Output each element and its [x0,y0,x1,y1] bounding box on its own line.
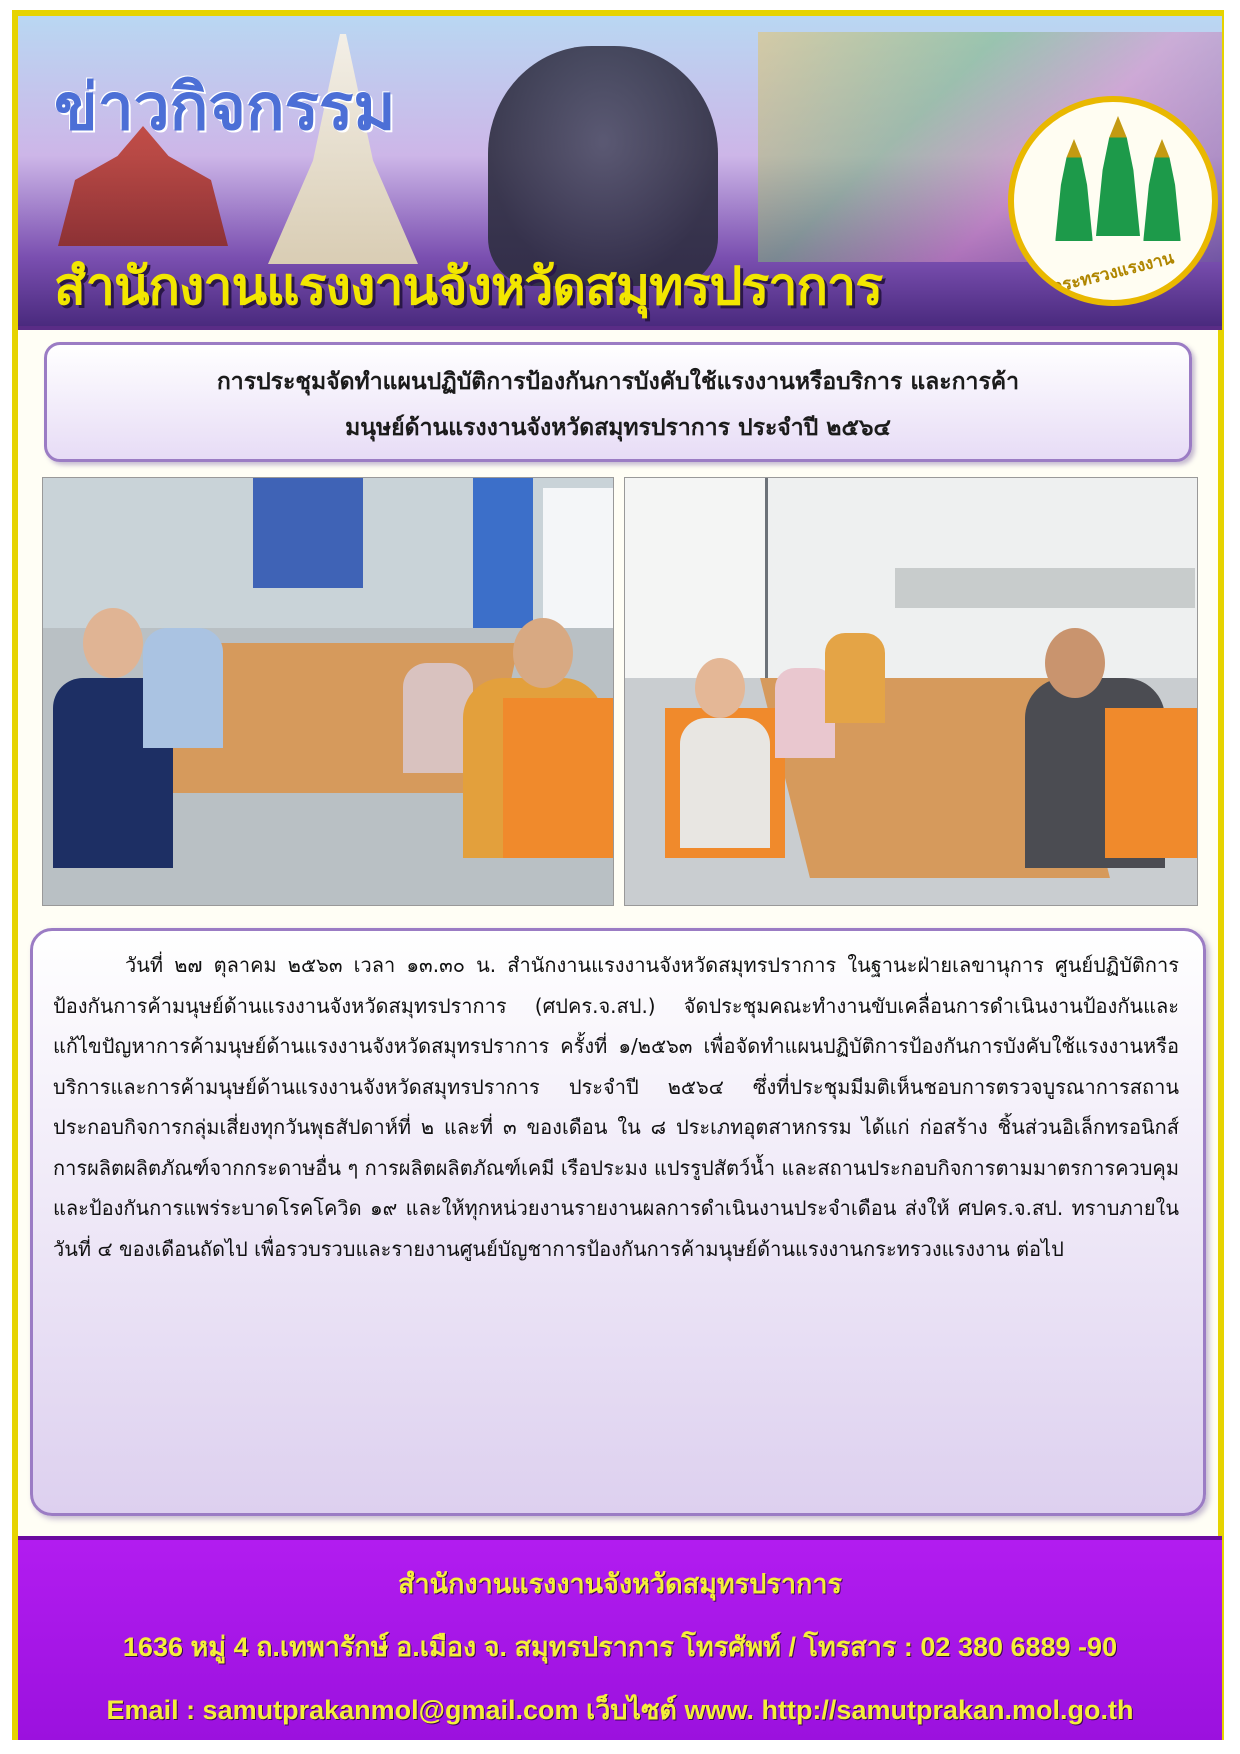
footer-email-website: Email : samutprakanmol@gmail.com เว็บไซต์ www. http://samutprakan.mol.go.th [106,1695,1134,1725]
article-paragraph: วันที่ ๒๗ ตุลาคม ๒๕๖๓ เวลา ๑๓.๓๐ น. สำนักงานแรงงานจังหวัดสมุทรปราการ ในฐานะฝ่ายเลขานุการ ศูนย์ปฏิบัติการป้องกันการค้ามนุษย์ด้านแรงงานจังหวัดสมุทรปราการ (ศปคร.จ.สป.) จัดประชุมคณะทำงานขับเคลื่อนการดำเนินงานป้องกันและแก้ไขปัญหาการค้ามนุษย์ด้านแรงงานจังหวัดสมุทรปราการ ครั้งที่ ๑/๒๕๖๓ เพื่อจัดทำแผนปฏิบัติการป้องกันการบังคับใช้แรงงานหรือบริการและการค้ามนุษย์ด้านแรงงานจังหวัดสมุทรปราการ ประจำปี ๒๕๖๔ ซึ่งที่ประชุมมีมติเห็นชอบการตรวจบูรณาการสถานประกอบกิจการกลุ่มเสี่ยงทุกวันพุธสัปดาห์ที่ ๒ และที่ ๓ ของเดือน ใน ๘ ประเภทอุตสาหกรรม ได้แก่ ก่อสร้าง ชิ้นส่วนอิเล็กทรอนิกส์ การผลิตผลิตภัณฑ์จากกระดาษอื่น ๆ การผลิตผลิตภัณฑ์เคมี เรือประมง แปรรูปสัตว์น้ำ และสถานประกอบกิจการตามมาตรการควบคุมและป้องกันการแพร่ระบาดโรคโควิด ๑๙ และให้ทุกหน่วยงานรายงานผลการดำเนินงานประจำเดือน ส่งให้ ศปคร.จ.สป. ทราบภายในวันที่ ๔ ของเดือนถัดไป เพื่อรวบรวบและรายงานศูนย์บัญชาการป้องกันการค้ามนุษย์ด้านแรงงานกระทรวงแรงงาน ต่อไป [53,953,1179,1261]
meeting-photo-right [624,477,1198,906]
photo-shelves [895,568,1195,608]
banner-subtitle: สำนักงานแรงงานจังหวัดสมุทรปราการ [54,257,883,317]
footer-address: 1636 หมู่ 4 ถ.เทพารักษ์ อ.เมือง จ. สมุทรปราการ โทรศัพท์ / โทรสาร : 02 380 6889 -90 [122,1632,1118,1662]
meeting-photo-left [42,477,614,906]
deity-figure-icon [1055,139,1092,241]
photo-person-body [143,628,223,748]
deity-figure-icon [1096,116,1140,236]
header-banner [18,16,1222,330]
headline-line-2: มนุษย์ด้านแรงงานจังหวัดสมุทรปราการ ประจำปี ๒๕๖๔ [345,415,891,441]
ministry-of-labour-logo [1008,96,1218,306]
logo-text: กระทรวงแรงงาน [1050,248,1176,298]
photo-person-body [680,718,770,848]
photo-person-head [83,608,143,678]
photo-person-head [1045,628,1105,698]
footer-organization: สำนักงานแรงงานจังหวัดสมุทรปราการ [397,1569,843,1599]
photo-poster [253,478,363,588]
headline-line-1: การประชุมจัดทำแผนปฏิบัติการป้องกันการบังคับใช้แรงงานหรือบริการ และการค้า [216,369,1020,395]
photo-person-body [825,633,885,723]
headline-box [44,342,1192,462]
footer-contact-bar [18,1536,1222,1740]
photo-person-head [513,618,573,688]
photo-person-head [695,658,745,718]
deity-figure-icon [1143,139,1180,241]
banner-title: ข่าวกิจกรรม [54,71,396,145]
photo-chair [1105,708,1197,858]
article-body-box [30,928,1206,1516]
photo-chair [503,698,613,858]
